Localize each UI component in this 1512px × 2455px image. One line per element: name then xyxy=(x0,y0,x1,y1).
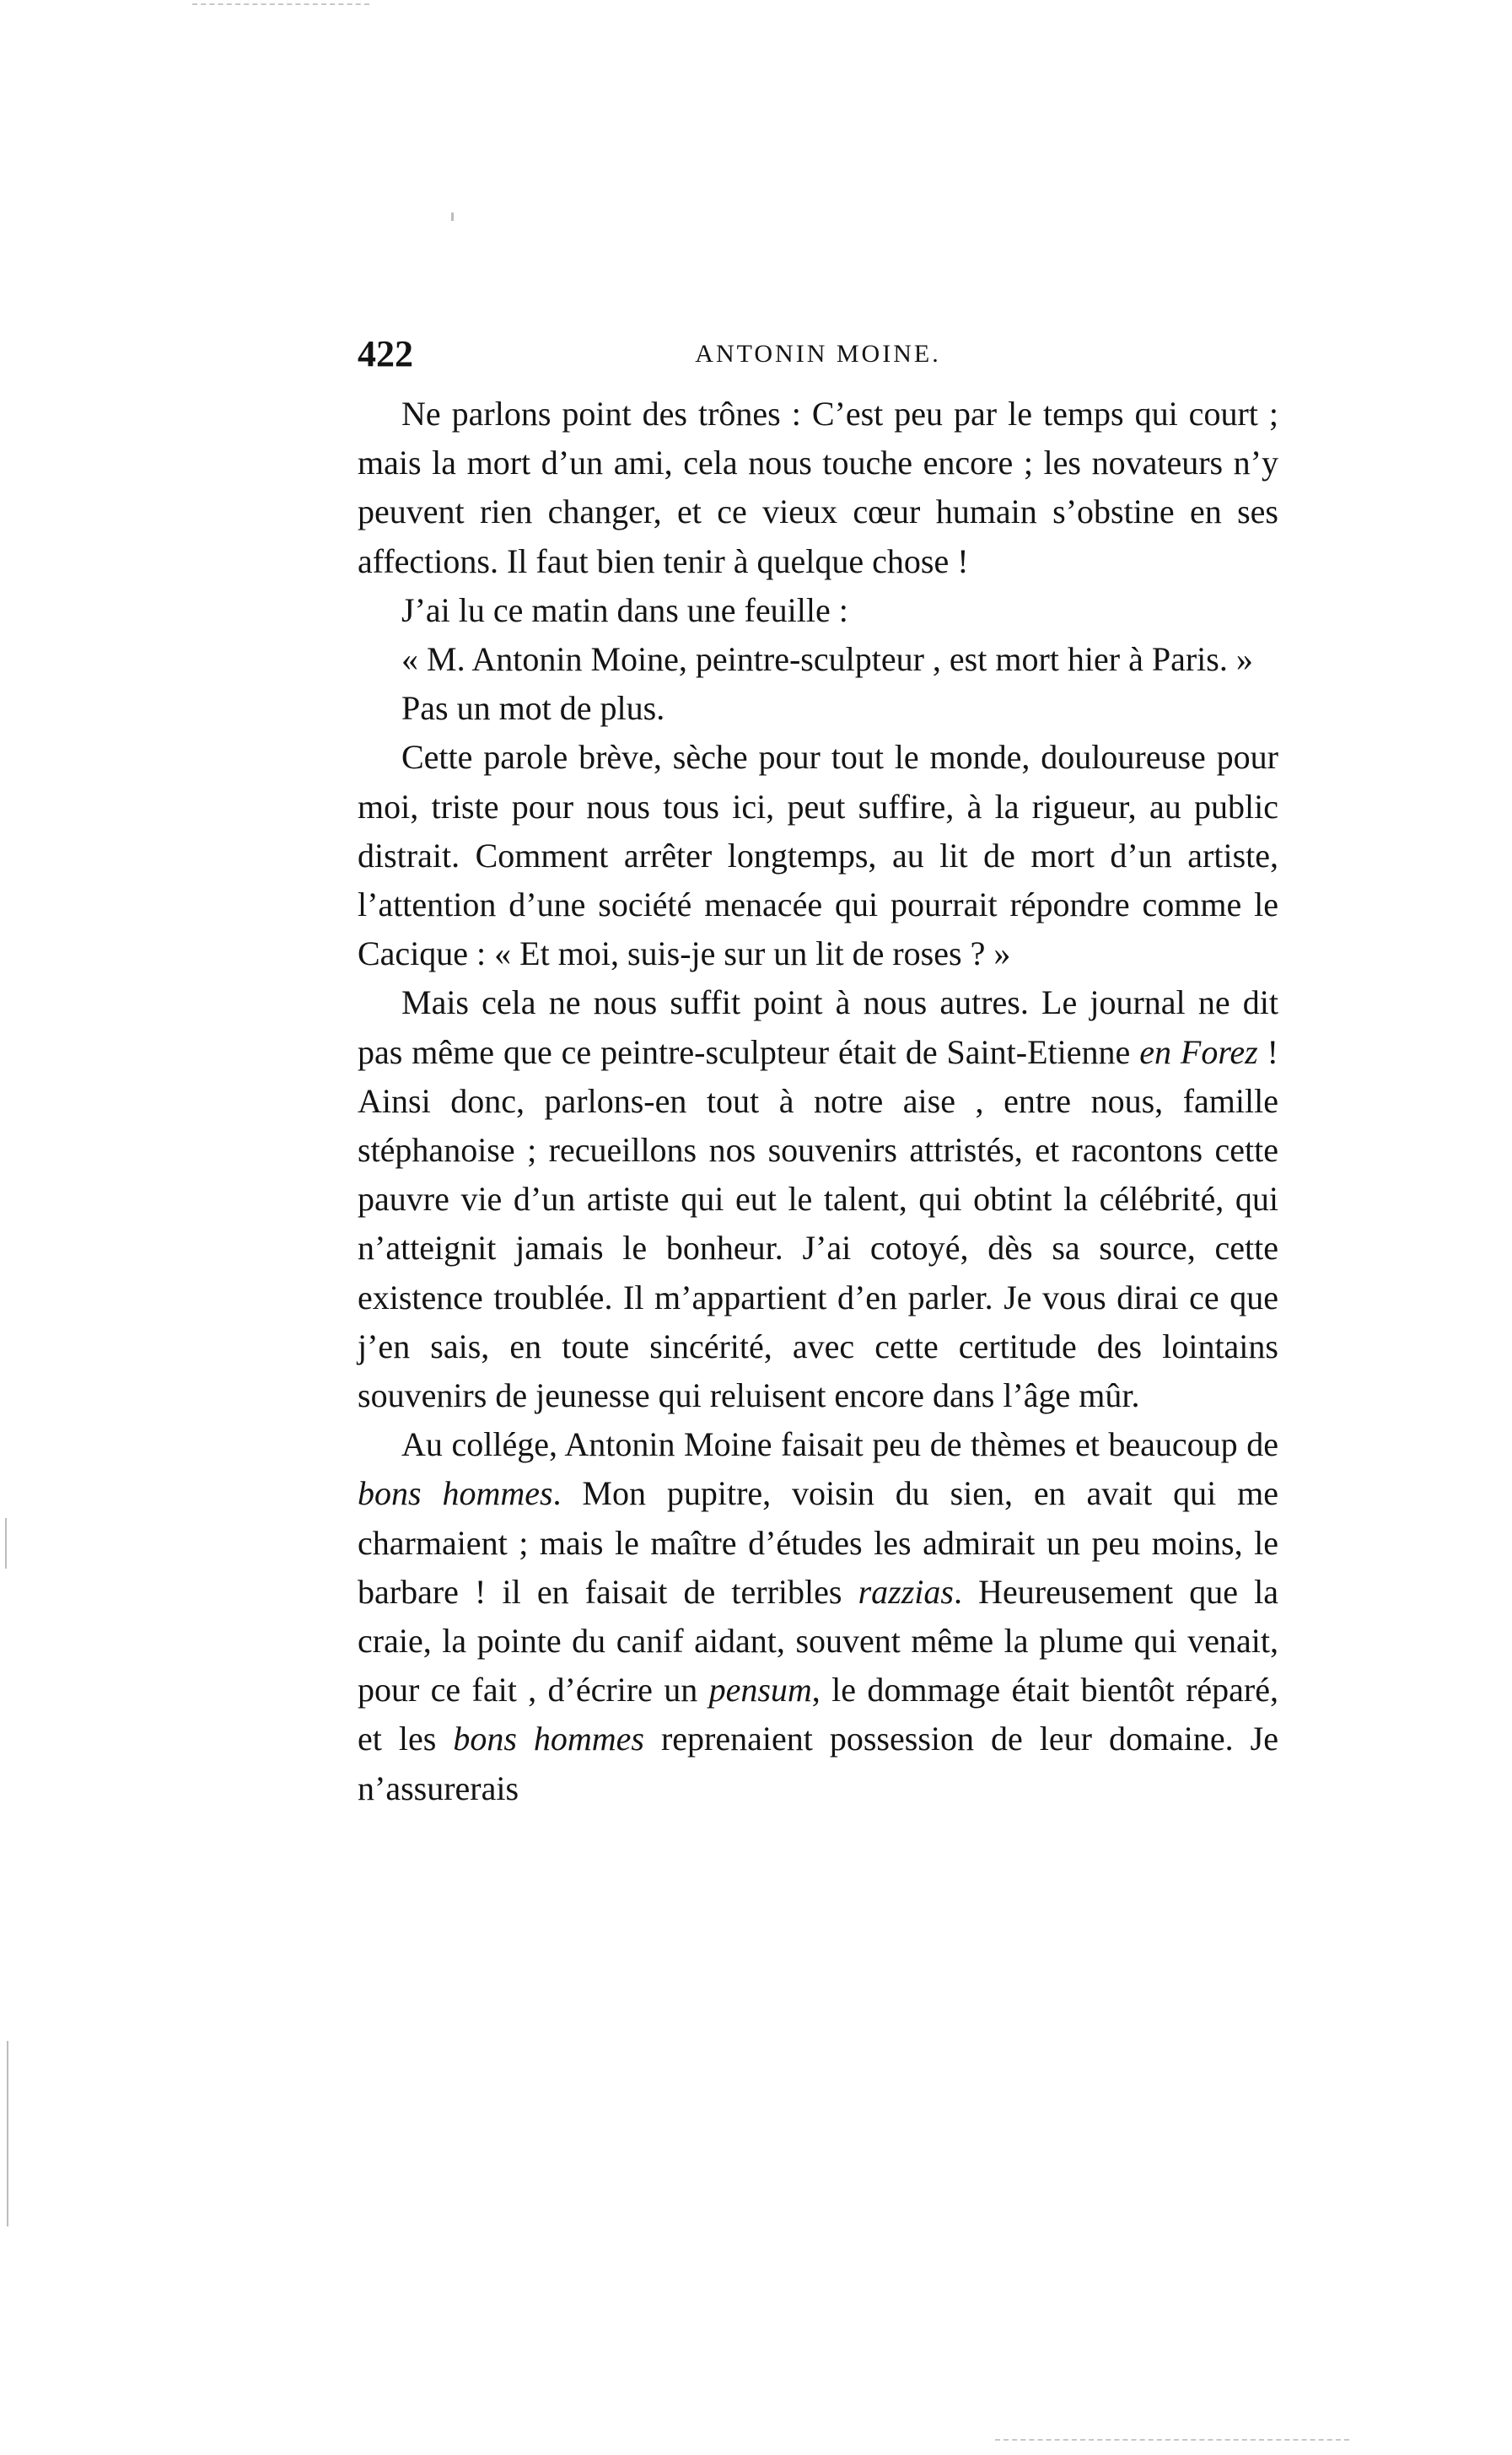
italic-text: pensum xyxy=(708,1671,812,1709)
page-number: 422 xyxy=(358,333,413,374)
paragraph xyxy=(358,684,1278,733)
body-text xyxy=(358,390,1278,1813)
paragraph xyxy=(358,733,1278,978)
page-header xyxy=(358,329,1278,380)
italic-text: bons hommes xyxy=(358,1474,553,1513)
paragraph xyxy=(358,978,1278,1420)
text-run: Mais cela ne nous suffit point à nous autres. Le journal ne dit pas même que ce peintre-sculpteur était de Saint-Etienne xyxy=(358,983,1278,1071)
paragraph xyxy=(358,586,1278,635)
text-run: Cette parole brève, sèche pour tout le monde, douloureuse pour moi, triste pour nous tous ici, peut suffire, à la rigueur, au public distrait. Comment arrêter longtemps, au lit de mort d’un artiste, l’attention d’une société menacée qui pourrait répondre comme le Cacique : « Et moi, suis-je sur un lit de roses ? » xyxy=(358,738,1278,973)
text-run: J’ai lu ce matin dans une feuille : xyxy=(401,590,848,629)
italic-text: en Forez xyxy=(1139,1032,1258,1071)
italic-text: bons hommes xyxy=(453,1720,644,1758)
bottom-scan-line xyxy=(995,2439,1349,2441)
text-run: Pas un mot de plus. xyxy=(401,689,665,728)
running-title: ANTONIN MOINE. xyxy=(695,340,941,368)
text-run: reprenaient possession de leur domaine. Je n’assurerais xyxy=(358,1720,1278,1807)
left-margin-mark xyxy=(5,1518,7,1569)
text-run: . Heureusement que la craie, la pointe du canif aidant, souvent même la plume qui venait, pour ce fait , d’écrire un xyxy=(358,1572,1279,1709)
text-run: Au collége, Antonin Moine faisait peu de thèmes et beaucoup de xyxy=(401,1425,1278,1464)
left-margin-mark xyxy=(7,2041,8,2226)
text-run: . Mon pupitre, voisin du sien, en avait qui me charmaient ; mais le maître d’études les admirait un peu moins, le barbare ! il en faisait de terribles xyxy=(358,1474,1278,1611)
scan-speck xyxy=(451,213,454,221)
paragraph xyxy=(358,1420,1278,1813)
italic-text: razzias xyxy=(858,1572,954,1611)
text-run: « M. Antonin Moine, peintre-sculpteur , est mort hier à Paris. » xyxy=(401,640,1253,679)
text-run: ! Ainsi donc, parlons-en tout à notre aise , entre nous, famille stéphanoise ; recueillons nos souvenirs attristés, et racontons cette pauvre vie d’un artiste qui eut le talent, qui obtint la célébrité, qui n’atteignit jamais le bonheur. J’ai cotoyé, dès sa source, cette existence troublée. Il m’appartient d’en parler. Je vous dirai ce que j’en sais, en toute sincérité, avec cette certitude des lointains souvenirs de jeunesse qui reluisent encore dans l’âge mûr. xyxy=(358,1032,1278,1415)
text-run: Ne parlons point des trônes : C’est peu par le temps qui court ; mais la mort d’un ami, cela nous touche encore ; les novateurs n’y peuvent rien changer, et ce vieux cœur humain s’obstine en ses affections. Il faut bien tenir à quelque chose ! xyxy=(358,395,1278,580)
top-scan-line xyxy=(192,3,369,5)
paragraph xyxy=(358,635,1278,684)
text-run: , le dommage était bientôt réparé, et les xyxy=(358,1671,1278,1758)
paragraph xyxy=(358,390,1278,586)
